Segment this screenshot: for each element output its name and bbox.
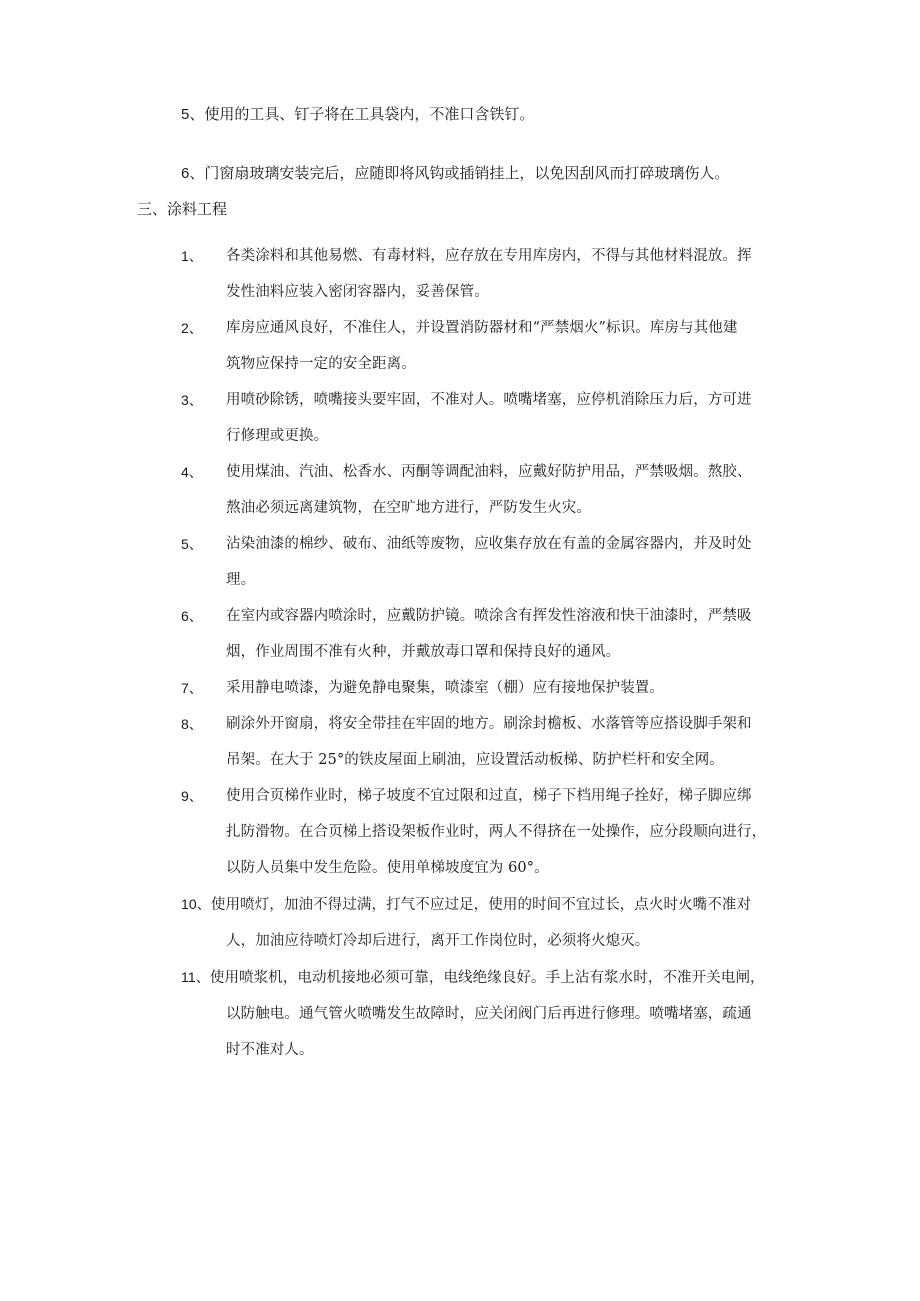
list-item-number: 9、: [181, 788, 203, 804]
list-item-line: 采用静电喷漆，为避免静电聚集，喷漆室（棚）应有接地保护装置。: [226, 680, 664, 696]
list-item-6: [181, 604, 796, 664]
top-item-6: [181, 161, 729, 186]
top-item-text: 门窗扇玻璃安装完后，应随即将风钩或插销挂上，以免因刮风而打碎玻璃伤人。: [204, 164, 730, 182]
list-item-line: [181, 965, 796, 990]
list-item-line: 用喷砂除锈，喷嘴接头要牢固，不准对人。喷嘴堵塞，应停机消除压力后，方可进: [226, 392, 752, 408]
list-item-number: 11、: [181, 969, 210, 985]
list-item-line: 使用合页梯作业时，梯子坡度不宜过限和过直，梯子下档用绳子拴好，梯子脚应绑: [226, 788, 752, 804]
list-item-line: 以防人员集中发生危险。使用单梯坡度宜为 60°。: [226, 860, 549, 876]
list-item-number: 1、: [181, 248, 203, 264]
list-item-1: [181, 244, 796, 304]
list-item-5: [181, 532, 796, 592]
list-item-2: [181, 316, 796, 376]
list-item-line: 行修理或更换。: [226, 428, 329, 444]
list-item-line: 发性油料应装入密闭容器内，妥善保管。: [226, 284, 489, 300]
list-item-line: 刷涂外开窗扇，将安全带挂在牢固的地方。刷涂封檐板、水落管等应搭设脚手架和: [226, 716, 752, 732]
list-item-line: 沾染油漆的棉纱、破布、油纸等废物，应收集存放在有盖的金属容器内，并及时处: [226, 536, 752, 552]
list-item-line: 吊架。在大于 25°的铁皮屋面上刷油，应设置活动板梯、防护栏杆和安全网。: [226, 752, 724, 768]
list-item-line: 时不准对人。: [226, 1042, 314, 1058]
list-item-line: 使用煤油、汽油、松香水、丙酮等调配油料，应戴好防护用品，严禁吸烟。熬胶、: [226, 464, 752, 480]
list-item-line: [181, 892, 796, 917]
top-item-number: 5、: [181, 106, 205, 123]
list-item-4: [181, 460, 796, 520]
list-item-11: [181, 965, 796, 1062]
list-item-number: 3、: [181, 392, 203, 408]
top-item-5: [181, 102, 534, 127]
list-item-8: [181, 712, 796, 772]
list-item-number: 7、: [181, 680, 203, 696]
list-item-line: 烟，作业周围不准有火种，并戴放毒口罩和保持良好的通风。: [226, 644, 621, 660]
list-item-line: 筑物应保持一定的安全距离。: [226, 356, 416, 372]
list-item-line: 人，加油应待喷灯冷却后进行，离开工作岗位时，必须将火熄灭。: [226, 933, 650, 949]
list-item-line-text: 使用喷浆机，电动机接地必须可靠，电线绝缘良好。手上沾有浆水时，不准开关电闸，: [209, 970, 765, 986]
list-item-line-text: 使用喷灯，加油不得过满，打气不应过足，使用的时间不宜过长，点火时火嘴不准对: [210, 897, 752, 913]
list-item-line: 以防触电。通气管火喷嘴发生故障时，应关闭阀门后再进行修理。喷嘴堵塞，疏通: [226, 1006, 752, 1022]
section-heading: 三、涂料工程: [137, 200, 228, 218]
list-item-9: [181, 784, 796, 880]
list-item-number: 10、: [181, 896, 211, 912]
list-item-7: [181, 676, 796, 700]
list-item-10: [181, 892, 796, 953]
list-item-number: 5、: [181, 536, 203, 552]
list-item-line: 库房应通风良好，不准住人，并设置消防器材和“严禁烟火”标识。库房与其他建: [226, 320, 738, 336]
list-item-line: 扎防滑物。在合页梯上搭设架板作业时，两人不得挤在一处操作，应分段顺向进行，: [226, 824, 767, 840]
list-item-number: 2、: [181, 320, 203, 336]
top-item-number: 6、: [181, 165, 205, 182]
top-item-text: 使用的工具、钉子将在工具袋内，不准口含铁钉。: [204, 105, 535, 123]
list-item-number: 4、: [181, 464, 203, 480]
list-item-line: 在室内或容器内喷涂时，应戴防护镜。喷涂含有挥发性溶液和快干油漆时，严禁吸: [226, 608, 752, 624]
list-item-number: 8、: [181, 716, 203, 732]
list-item-line: 各类涂料和其他易燃、有毒材料，应存放在专用库房内，不得与其他材料混放。挥: [226, 248, 752, 264]
list-item-line: 熬油必须远离建筑物，在空旷地方进行，严防发生火灾。: [226, 500, 591, 516]
coating-rules-list: [181, 244, 796, 1074]
list-item-line: 理。: [226, 572, 256, 588]
list-item-3: [181, 388, 796, 448]
list-item-number: 6、: [181, 608, 203, 624]
